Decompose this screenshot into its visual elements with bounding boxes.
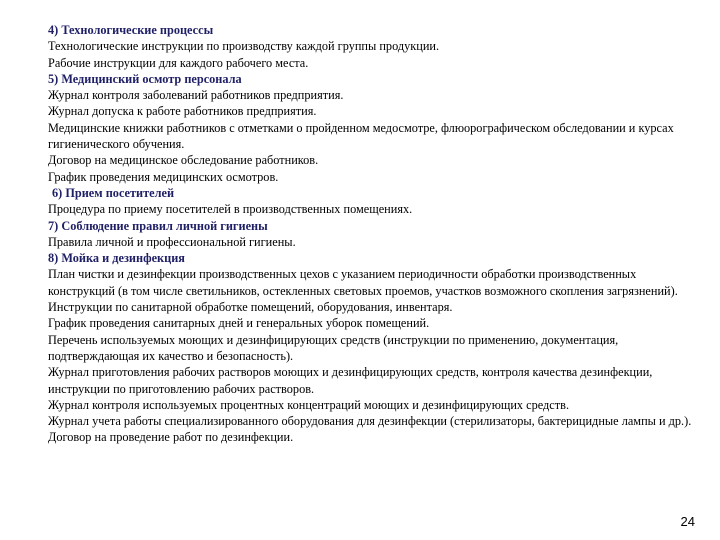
section-heading-7: 7) Соблюдение правил личной гигиены: [48, 218, 268, 233]
section-heading-4: 4) Технологические процессы: [48, 23, 214, 37]
text-paragraph: Журнал приготовления рабочих растворов моющих и дезинфицирующих средств, контроля качества дезинфекции, инструкции по приготовлению рабочих растворов.: [48, 365, 653, 396]
section-heading-8: 8) Мойка и дезинфекция: [48, 251, 185, 266]
text-paragraph: Перечень используемых моющих и дезинфицирующих средств (инструкции по применению, документация, подтверждающая их качество и безопасность).: [48, 332, 619, 363]
text-paragraph: Медицинские книжки работников с отметками о пройденном медосмотре, флюорографическом обследовании и курсах гигиенического обучения.: [48, 120, 674, 152]
text-line: Рабочие инструкции для каждого рабочего места.: [48, 55, 309, 70]
text-paragraph: План чистки и дезинфекции производственных цехов с указанием периодичности обработки производственных конструкций (в том числе светильников, остекленных световых проемов, участков возможного скопления загрязнений).: [48, 267, 678, 298]
page-number: 24: [680, 514, 695, 529]
text-paragraph: Журнал учета работы специализированного оборудования для дезинфекции (стерилизаторы, бактерицидные лампы и др.).: [48, 414, 692, 429]
section-heading-6: 6) Прием посетителей: [52, 185, 175, 200]
text-line: Журнал допуска к работе работников предприятия.: [48, 104, 317, 119]
text-line: Правила личной и профессиональной гигиены.: [48, 234, 296, 249]
text-line: Журнал контроля заболеваний работников предприятия.: [48, 88, 344, 103]
text-line: Договор на медицинское обследование работников.: [48, 153, 319, 168]
text-line: Журнал контроля используемых процентных концентраций моющих и дезинфицирующих средств.: [48, 397, 570, 412]
text-line: Процедура по приему посетителей в производственных помещениях.: [48, 202, 413, 217]
text-line: Договор на проведение работ по дезинфекции.: [48, 430, 294, 445]
text-line: График проведения медицинских осмотров.: [48, 169, 279, 184]
text-line: Технологические инструкции по производству каждой группы продукции.: [48, 39, 440, 54]
text-line: График проведения санитарных дней и генеральных уборок помещений.: [48, 316, 430, 331]
document-body: [48, 22, 702, 446]
section-heading-5: 5) Медицинский осмотр персонала: [48, 71, 242, 86]
text-line: Инструкции по санитарной обработке помещений, оборудования, инвентаря.: [48, 300, 453, 315]
